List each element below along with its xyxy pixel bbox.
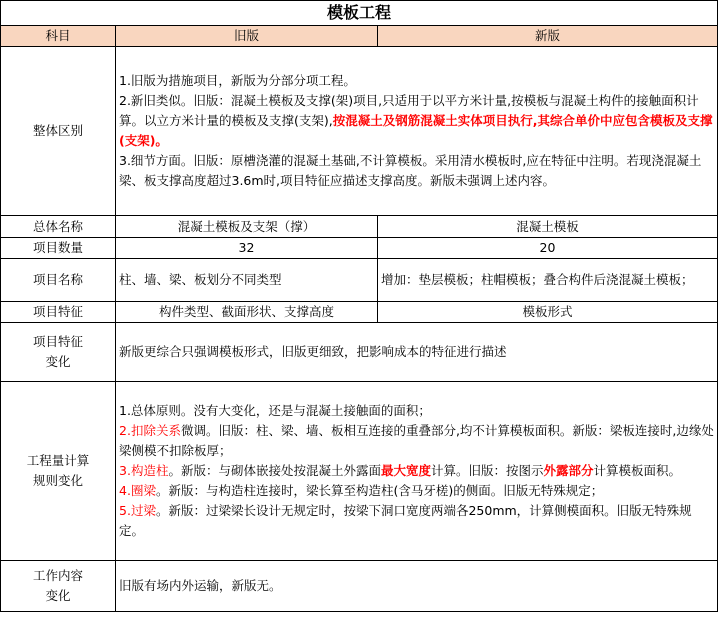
feature-change-label-line1: 项目特征 (32, 334, 83, 349)
rule-p5 (119, 501, 714, 541)
rule-p3-highlight-1: 最大宽度 (380, 463, 431, 478)
rule-p3-text-c: 计算模板面积。 (593, 463, 682, 478)
rule-p4-num: 4. (119, 483, 131, 498)
item-name-new: 增加：垫层模板；柱帽模板；叠合构件后浇混凝土模板； (378, 259, 718, 302)
quantity-rules-label-line1: 工程量计算 (26, 453, 90, 468)
row-work-content (1, 561, 718, 612)
work-content-text: 旧版有场内外运输，新版无。 (116, 561, 718, 612)
item-count-new: 20 (378, 238, 718, 259)
rule-p4 (119, 481, 714, 501)
rule-p3-text-a: 。新版：与砌体嵌接处按混凝土外露面 (168, 463, 381, 478)
overall-p1: 1.旧版为措施项目，新版为分部分项工程。 (119, 73, 356, 88)
row-quantity-rules (1, 382, 718, 561)
work-content-label (1, 561, 116, 612)
general-name-old: 混凝土模板及支架（撑） (116, 216, 378, 238)
general-name-new: 混凝土模板 (378, 216, 718, 238)
item-feature-old: 构件类型、截面形状、支撑高度 (116, 302, 378, 323)
overall-content (116, 47, 718, 216)
feature-change-text: 新版更综合只强调模板形式，旧版更细致，把影响成本的特征进行描述 (116, 323, 718, 382)
header-old: 旧版 (116, 26, 378, 47)
header-row (1, 26, 718, 47)
item-count-old: 32 (116, 238, 378, 259)
rule-p5-num: 5. (119, 503, 131, 518)
header-new: 新版 (378, 26, 718, 47)
overall-p2-highlight: 按混凝土及钢筋混凝土实体项目执行,其综合单价中应包含模板及支撑(支架)。 (119, 113, 713, 148)
rule-p3 (119, 461, 714, 481)
rule-p5-keyword: 过梁 (130, 503, 156, 518)
overall-p2 (119, 91, 714, 151)
feature-change-label-line2: 变化 (45, 354, 71, 369)
item-feature-label: 项目特征 (1, 302, 116, 323)
item-name-label: 项目名称 (1, 259, 116, 302)
row-feature-change (1, 323, 718, 382)
rule-p4-keyword: 圈梁 (130, 483, 156, 498)
rule-p3-num: 3. (119, 463, 131, 478)
quantity-rules-label (1, 382, 116, 561)
quantity-rules-label-line2: 规则变化 (32, 473, 83, 488)
row-general-name (1, 216, 718, 238)
general-name-label: 总体名称 (1, 216, 116, 238)
rule-p2-text: 微调。旧版：柱、梁、墙、板相互连接的重叠部分,均不计算模板面积。新版：梁板连接时,边缘处梁侧模不扣除板厚； (119, 423, 714, 458)
rule-p5-text: 。新版：过梁梁长设计无规定时，按梁下洞口宽度两端各250mm，计算侧模面积。旧版无特殊规定。 (119, 503, 692, 538)
work-content-label-line2: 变化 (45, 588, 71, 603)
work-content-label-line1: 工作内容 (32, 568, 83, 583)
overall-p3: 3.细节方面。旧版：原槽浇灌的混凝土基础,不计算模板。采用清水模板时,应在特征中注明。若现浇混凝土梁、板支撑高度超过3.6m时,项目特征应描述支撑高度。新版未强调上述内容。 (119, 153, 702, 188)
overall-p2-text: 2.新旧类似。旧版：混凝土模板及支撑(架)项目,只适用于以平方米计量,按模板与混凝土构件的接触面积计算。以立方米计量的模板及支撑(支架), (119, 93, 699, 128)
table-title: 模板工程 (1, 1, 718, 26)
rule-p3-text-b: 计算。旧版：按图示 (430, 463, 544, 478)
row-item-feature (1, 302, 718, 323)
row-item-name (1, 259, 718, 302)
item-name-old: 柱、墙、梁、板划分不同类型 (116, 259, 378, 302)
item-feature-new: 模板形式 (378, 302, 718, 323)
row-item-count (1, 238, 718, 259)
overall-label: 整体区别 (1, 47, 116, 216)
quantity-rules-content (116, 382, 718, 561)
rule-p2-num: 2. (119, 423, 131, 438)
rule-p2-keyword: 扣除关系 (130, 423, 181, 438)
rule-p2 (119, 421, 714, 461)
item-count-label: 项目数量 (1, 238, 116, 259)
row-overall (1, 47, 718, 216)
feature-change-label (1, 323, 116, 382)
rule-p3-highlight-2: 外露部分 (543, 463, 594, 478)
rule-p4-text: 。新版：与构造柱连接时，梁长算至构造柱(含马牙槎)的侧面。旧版无特殊规定； (155, 483, 604, 498)
header-subject: 科目 (1, 26, 116, 47)
rule-p1: 1.总体原则。没有大变化，还是与混凝土接触面的面积； (119, 403, 431, 418)
rule-p3-keyword: 构造柱 (130, 463, 169, 478)
